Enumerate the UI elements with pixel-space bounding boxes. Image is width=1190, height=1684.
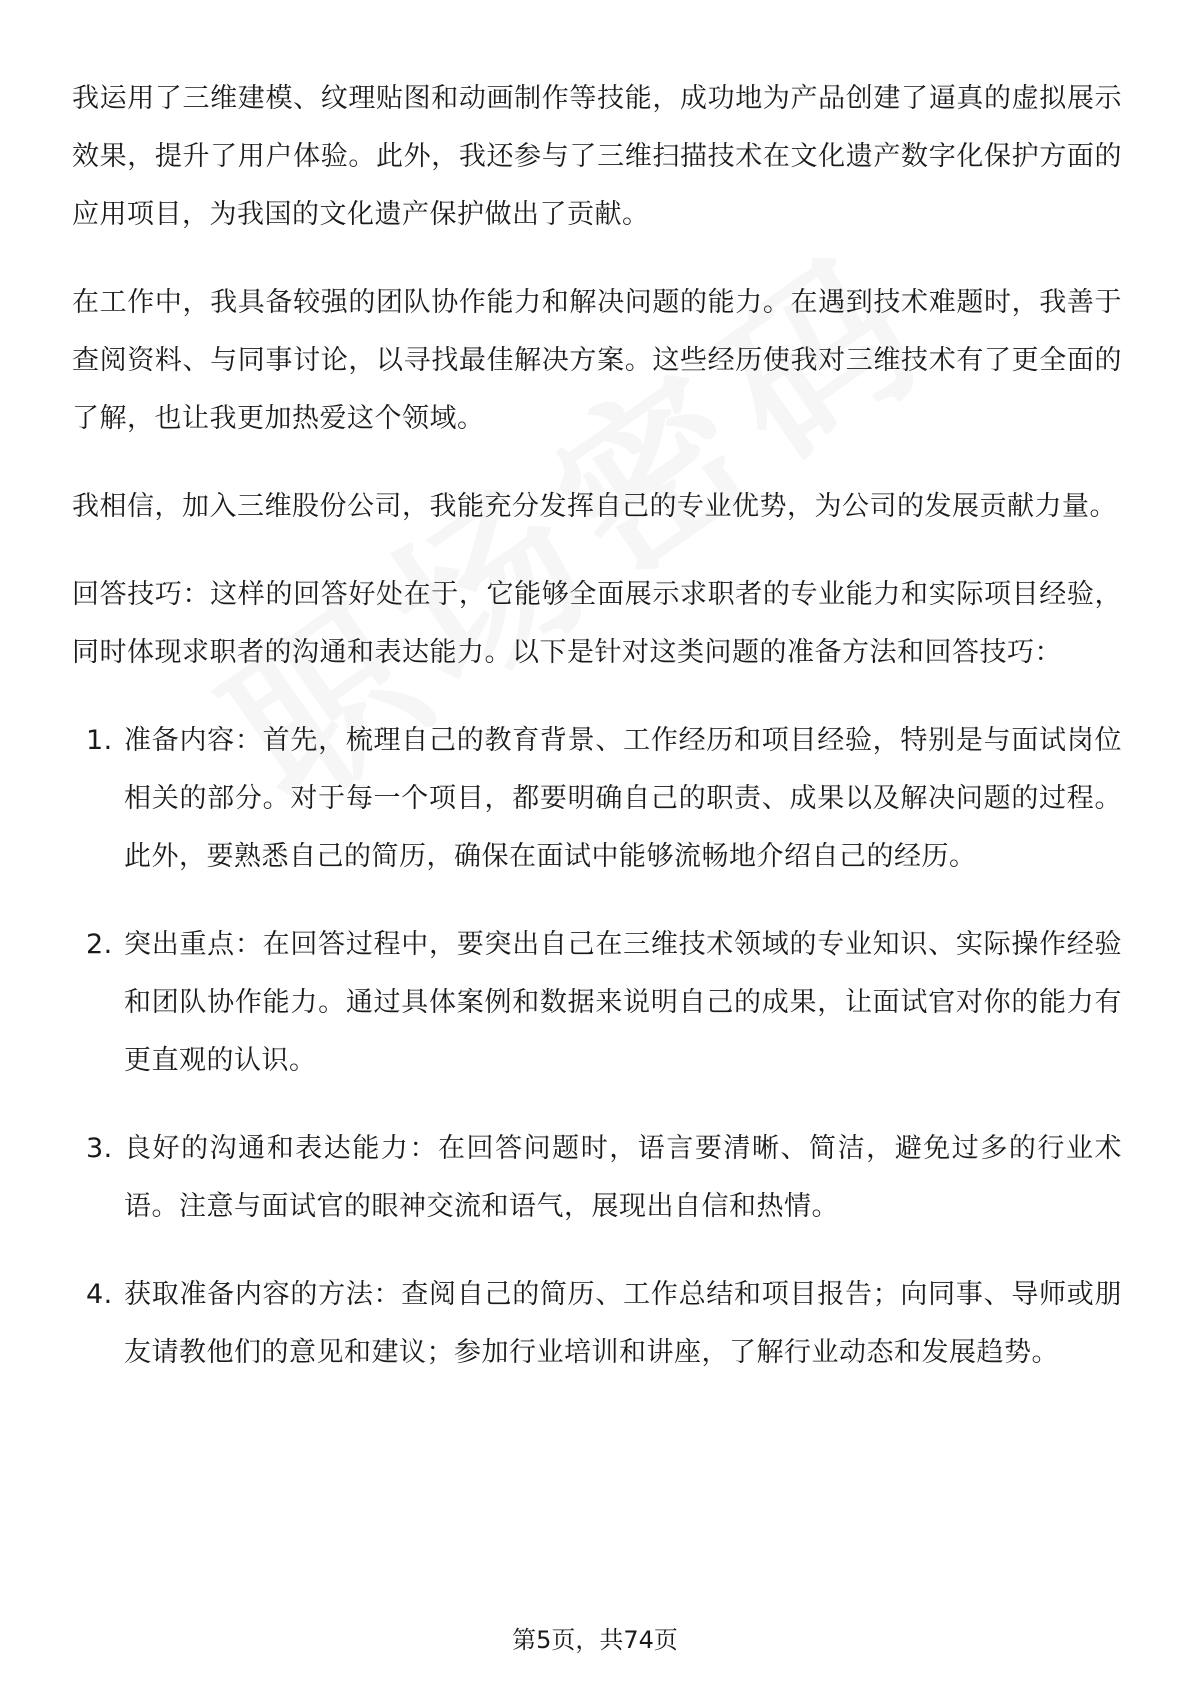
list-item <box>72 916 1122 1090</box>
list-item-number: 4. <box>86 1279 113 1310</box>
paragraph-answer-tips: 回答技巧：这样的回答好处在于，它能够全面展示求职者的专业能力和实际项目经验，同时体现求职者的沟通和表达能力。以下是针对这类问题的准备方法和回答技巧： <box>72 579 1122 668</box>
list-item-text: 良好的沟通和表达能力：在回答问题时，语言要清晰、简洁，避免过多的行业术语。注意与面试官的眼神交流和语气，展现出自信和热情。 <box>124 1133 1122 1222</box>
paragraph-experience: 我运用了三维建模、纹理贴图和动画制作等技能，成功地为产品创建了逼真的虚拟展示效果，提升了用户体验。此外，我还参与了三维扫描技术在文化遗产数字化保护方面的应用项目，为我国的文化遗产保护做出了贡献。 <box>72 83 1122 230</box>
list-item <box>72 1120 1122 1236</box>
list-item-number: 2. <box>86 929 113 960</box>
paragraph-conclusion: 我相信，加入三维股份公司，我能充分发挥自己的专业优势，为公司的发展贡献力量。 <box>72 491 1117 522</box>
list-item <box>72 1266 1122 1382</box>
list-item-number: 3. <box>86 1133 113 1164</box>
list-item-text: 获取准备内容的方法：查阅自己的简历、工作总结和项目报告；向同事、导师或朋友请教他们的意见和建议；参加行业培训和讲座，了解行业动态和发展趋势。 <box>124 1279 1122 1368</box>
paragraph-teamwork: 在工作中，我具备较强的团队协作能力和解决问题的能力。在遇到技术难题时，我善于查阅资料、与同事讨论，以寻找最佳解决方案。这些经历使我对三维技术有了更全面的了解，也让我更加热爱这个领域。 <box>72 287 1122 434</box>
list-item-number: 1. <box>86 725 113 756</box>
page-content <box>72 70 1122 1412</box>
list-item-text: 突出重点：在回答过程中，要突出自己在三维技术领域的专业知识、实际操作经验和团队协作能力。通过具体案例和数据来说明自己的成果，让面试官对你的能力有更直观的认识。 <box>124 929 1122 1076</box>
list-item <box>72 712 1122 886</box>
page-number-footer: 第5页，共74页 <box>512 1626 678 1654</box>
tips-list <box>72 712 1122 1382</box>
list-item-text: 准备内容：首先，梳理自己的教育背景、工作经历和项目经验，特别是与面试岗位相关的部分。对于每一个项目，都要明确自己的职责、成果以及解决问题的过程。此外，要熟悉自己的简历，确保在面试中能够流畅地介绍自己的经历。 <box>124 725 1122 872</box>
